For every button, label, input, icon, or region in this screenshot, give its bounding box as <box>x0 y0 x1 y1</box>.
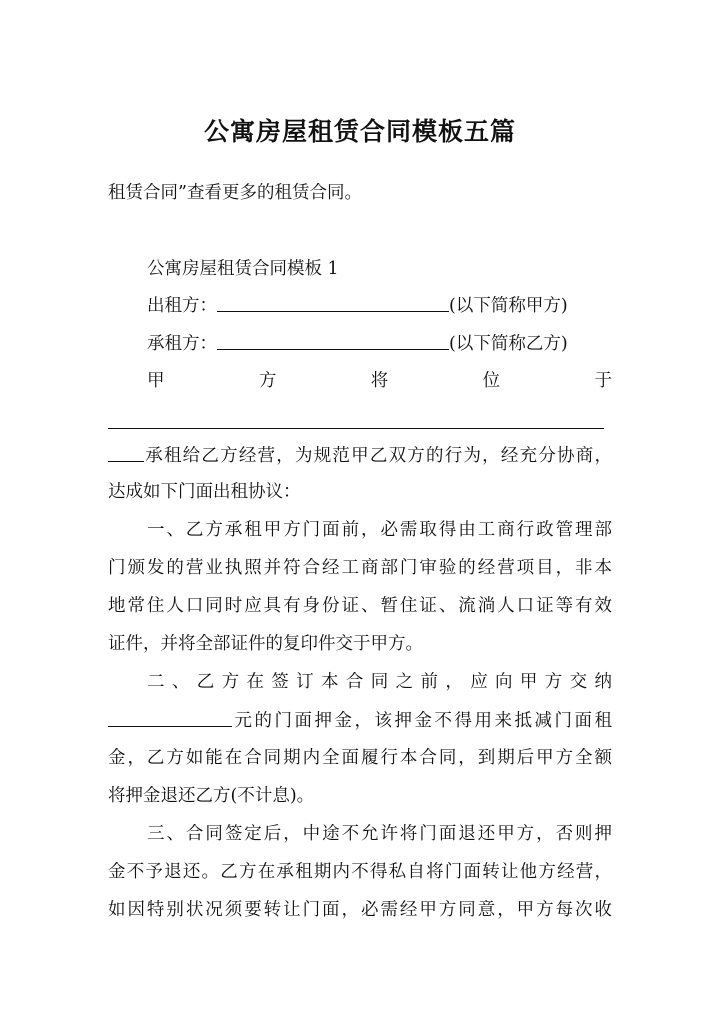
clause1-line: 一、乙方承租甲方门面前，必需取得由工商行政管理部 <box>147 520 612 540</box>
deposit-blank <box>108 708 232 727</box>
clause1-line: 证件，并将全部证件的复印件交于甲方。 <box>108 634 423 654</box>
clause3-line: 如因特别状况须要转让门面，必需经甲方同意，甲方每次收 <box>108 900 612 920</box>
clause2-line-1: 二、乙方在签订本合同之前，应向甲方交纳 <box>147 672 612 692</box>
lessee-suffix: (以下简称乙方) <box>449 334 568 354</box>
lease-line-1 <box>108 443 612 468</box>
location-line <box>147 369 612 393</box>
lease-text-1: 承租给乙方经营，为规范甲乙双方的行为，经充分协商， <box>144 446 612 466</box>
location-char: 于 <box>594 371 612 391</box>
clause2-line: 将押金退还乙方(不计息)。 <box>108 786 315 806</box>
location-blank-rule <box>108 428 604 429</box>
lessee-label: 承租方： <box>147 334 217 354</box>
intro-line: 租赁合同”查看更多的租赁合同。 <box>108 183 362 203</box>
lessee-blank <box>217 331 449 350</box>
lessor-blank <box>217 293 449 312</box>
location-char: 位 <box>482 371 501 391</box>
lessor-label: 出租方： <box>147 296 217 316</box>
clause3-line: 金不予退还。乙方在承租期内不得私自将门面转让他方经营， <box>108 862 612 882</box>
location-char: 将 <box>370 371 389 391</box>
clause3-line: 三、合同签定后，中途不允许将门面退还甲方，否则押 <box>147 824 612 844</box>
document-title: 公寓房屋租赁合同模板五篇 <box>203 117 516 146</box>
location-char: 方 <box>258 371 277 391</box>
clause2-line-2 <box>108 708 612 733</box>
location-char: 甲 <box>147 371 165 391</box>
lease-line-2: 达成如下门面出租协议： <box>108 482 301 502</box>
lessor-suffix: (以下简称甲方) <box>449 296 568 316</box>
template-title: 公寓房屋租赁合同模板 1 <box>147 259 339 279</box>
lessor-line <box>147 293 568 318</box>
lease-blank <box>108 443 144 462</box>
clause2-text-2: 元的门面押金，该押金不得用来抵减门面租 <box>232 711 612 731</box>
clause1-line: 地常住人口同时应具有身份证、暂住证、流淌人口证等有效 <box>108 596 612 616</box>
lessee-line <box>147 331 568 356</box>
clause1-line: 门颁发的营业执照并符合经工商部门审验的经营项目，非本 <box>108 558 612 578</box>
clause2-line: 金，乙方如能在合同期内全面履行本合同，到期后甲方全额 <box>108 748 612 768</box>
